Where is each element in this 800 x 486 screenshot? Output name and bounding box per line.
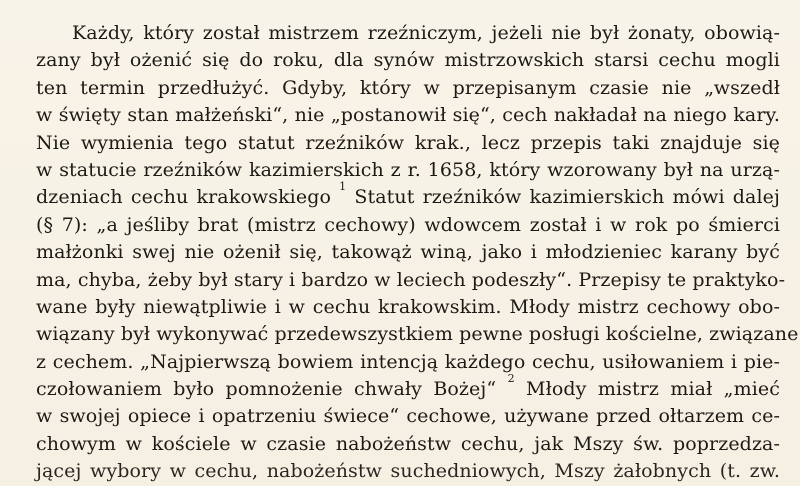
text-line: w święty stan małżeński“, nie „postanowił się“, cech nakładał na niego kary. <box>36 104 780 127</box>
footnote-marker: 1 <box>339 179 347 193</box>
text-line: małżonki swej nie ożenił się, takowąż winą, jako i młodzieniec karany być <box>36 241 780 264</box>
text-line: jącej wybory w cechu, nabożeństw suchedniowych, Mszy żałobnych (t. zw. <box>36 460 780 483</box>
text-segment: czołowaniem było pomnożenie chwały Bożej“ <box>36 378 497 401</box>
text-line: chowym w kościele w czasie nabożeństw cechu, jak Mszy św. poprzedza- <box>36 432 780 455</box>
text-segment: Młody mistrz miał „mieć <box>514 378 781 401</box>
text-line: Nie wymienia tego statut rzeźników krak., lecz przepis taki znajduje się <box>36 131 780 154</box>
text-line: wane były niewątpliwie i w cechu krakowskim. Młody mistrz cechowy obo- <box>36 295 780 318</box>
text-line: (§ 7): „a jeśliby brat (mistrz cechowy) wdowcem został i w rok po śmierci <box>36 213 780 236</box>
text-line: zany był ożenić się do roku, dla synów mistrzowskich starsi cechu mogli <box>36 49 780 72</box>
text-line: Każdy, który został mistrzem rzeźniczym, jeżeli nie był żonaty, obowią- <box>72 22 780 44</box>
text-line: w swojej opiece i opatrzeniu świece“ cechowe, używane przed ołtarzem ce- <box>36 405 780 428</box>
text-line: wiązany był wykonywać przedewszystkiem pewne posługi kościelne, związane <box>36 323 799 346</box>
text-line: ma, chyba, żeby był stary i bardzo w leciech podeszły“. Przepisy te praktyko- <box>36 268 786 291</box>
body-text <box>36 20 799 486</box>
text-line: z cechem. „Najpierwszą bowiem intencją każdego cechu, usiłowaniem i pie- <box>36 350 780 373</box>
footnote-marker: 2 <box>507 371 515 385</box>
text-line <box>36 179 780 211</box>
text-segment: Statut rzeźników kazimierskich mówi dalej <box>346 186 780 209</box>
text-line: ten termin przedłużyć. Gdyby, który w przepisanym czasie nie „wszedł <box>36 76 780 99</box>
text-line <box>36 371 781 403</box>
text-line: w statucie rzeźników kazimierskich z r. 1658, który wzorowany był na urzą- <box>36 158 780 181</box>
text-segment: dzeniach cechu krakowskiego <box>36 186 332 209</box>
